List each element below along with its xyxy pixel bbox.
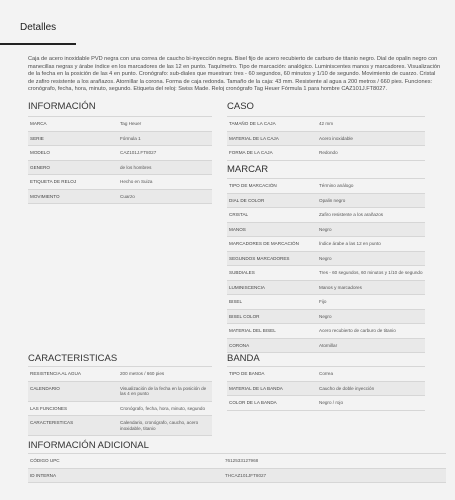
row-value: Acero recubierto de carburo de titanio bbox=[319, 328, 396, 333]
row-key: FORMA DE LA CAJA bbox=[229, 150, 273, 155]
row-value: Tres - 60 segundos, 60 minutos y 1/10 de segundo bbox=[319, 270, 423, 275]
row-key: SUBDIALES bbox=[229, 270, 255, 275]
row-key: LUMINISCENCIA bbox=[229, 284, 265, 290]
table-row bbox=[227, 295, 425, 310]
row-key: DIAL DE COLOR bbox=[229, 197, 265, 203]
row-value: Hecho en Suiza bbox=[120, 179, 153, 184]
row-key: TIPO DE MARCACIÓN bbox=[229, 183, 277, 188]
table-row bbox=[227, 310, 425, 325]
table-row bbox=[227, 132, 425, 147]
table-row bbox=[227, 382, 425, 397]
table-row bbox=[28, 190, 212, 205]
row-key: CÓDIGO UPC bbox=[30, 458, 60, 463]
row-key: MOVIMIENTO bbox=[30, 193, 60, 199]
product-description: Caja de acero inoxidable PVD negra con una correa de caucho bi-inyección negra. Bisel fijo de acero recubierto de carburo de titanio negro. Dial de opalin negro con manecillas negras y árabe índice en los marcadores de las 12 en punto. Taquímetro. Tipo de marcación: analógico. Luminiscentes manos y marcadores. Visualización de la fecha en la posición de las 4 en punto. Cronógrafo: sub-diales que muestran: tres - 60 segundos, 60 minutos y 1/10 de segundo. Movimiento de cuarzo. Cristal de zafiro resistente a los arañazos. Atornillar la corona. Forma de caja redonda. Tamaño de la caja: 43 mm. Resistente al agua a 200 metros / 660 pies. Funciones: cronógrafo, fecha, hora, minuto, segundo. Etiqueta del reloj: Swiss Made. Reloj cronógrafo Tag Heuer Fórmula 1 para hombre CAZ101J.FT8027. bbox=[28, 56, 441, 93]
table-row bbox=[227, 194, 425, 209]
table-row bbox=[28, 161, 212, 176]
row-value: Negro / rojo bbox=[319, 400, 344, 405]
table-row bbox=[28, 175, 212, 190]
table-row bbox=[28, 146, 212, 161]
row-value: Visualización de la fecha en la posición de las 4 en punto bbox=[120, 385, 207, 396]
table-row bbox=[227, 281, 425, 296]
row-value: Término análogo bbox=[319, 183, 354, 188]
row-key: MANOS bbox=[229, 226, 246, 232]
row-value: Índice árabe a las 12 en punto bbox=[319, 241, 381, 246]
row-value: Tag Heuer bbox=[120, 121, 142, 126]
section-title-banda: BANDA bbox=[227, 353, 260, 364]
row-key: MODELO bbox=[30, 150, 50, 155]
row-value: Negro bbox=[319, 313, 332, 319]
row-key: COLOR DE LA BANDA bbox=[229, 400, 277, 405]
section-title-caso: CASO bbox=[227, 101, 254, 112]
row-key: MARCA bbox=[30, 121, 47, 126]
table-row bbox=[227, 237, 425, 252]
table-row bbox=[227, 266, 425, 281]
row-key: MARCADORES DE MARCACIÓN bbox=[229, 241, 299, 246]
row-key: ID INTERNA bbox=[30, 472, 57, 478]
table-row bbox=[28, 402, 212, 417]
row-key: BISEL COLOR bbox=[229, 313, 260, 319]
row-value: Cronógrafo, fecha, hora, minuto, segundo bbox=[120, 405, 206, 411]
row-value: 42 mm bbox=[319, 121, 334, 126]
row-value: Negro bbox=[319, 226, 332, 232]
row-value: Manos y marcadores bbox=[319, 284, 362, 290]
table-row bbox=[227, 179, 425, 194]
table-row bbox=[28, 469, 446, 484]
row-key: MATERIAL DE LA BANDA bbox=[229, 385, 283, 391]
row-value: THCAZ101JFT8027 bbox=[225, 472, 267, 478]
table-informacion bbox=[28, 116, 212, 204]
section-title-caracteristicas: CARACTERISTICAS bbox=[28, 353, 118, 364]
row-value: Cuarzo bbox=[120, 193, 135, 199]
table-row bbox=[227, 146, 425, 161]
row-key: TIPO DE BANDA bbox=[229, 371, 265, 376]
row-key: MATERIAL DEL BISEL bbox=[229, 328, 276, 333]
table-row bbox=[28, 382, 212, 402]
row-value: Redondo bbox=[319, 150, 338, 155]
table-row bbox=[227, 223, 425, 238]
row-value: Opalin negro bbox=[319, 197, 346, 203]
row-key: CRISTAL bbox=[229, 212, 249, 217]
tab-bar bbox=[0, 0, 455, 46]
row-value: 200 metros / 660 pies bbox=[120, 371, 165, 376]
row-key: BISEL bbox=[229, 299, 243, 304]
table-row bbox=[227, 208, 425, 223]
table-banda bbox=[227, 366, 425, 411]
table-caracteristicas bbox=[28, 366, 212, 436]
table-row bbox=[28, 117, 212, 132]
row-value: de los hombres bbox=[120, 164, 152, 170]
table-marcar bbox=[227, 178, 425, 353]
row-key: CALENDARIO bbox=[30, 385, 60, 391]
row-key: LAS FUNCIONES bbox=[30, 405, 68, 411]
row-value: CAZ101J.FT8027 bbox=[120, 150, 157, 155]
row-value: Negro bbox=[319, 255, 332, 261]
table-row bbox=[28, 132, 212, 147]
section-title-informacion: INFORMACIÓN bbox=[28, 101, 96, 112]
table-row bbox=[28, 454, 446, 469]
section-title-informacion-adicional: INFORMACIÓN ADICIONAL bbox=[28, 440, 149, 451]
row-value: Calendario, cronógrafo, caucho, acero inoxidable, titanio bbox=[120, 420, 199, 431]
table-row bbox=[227, 117, 425, 132]
table-row bbox=[227, 367, 425, 382]
table-caso bbox=[227, 116, 425, 161]
table-row bbox=[28, 367, 212, 382]
table-row bbox=[227, 252, 425, 267]
row-key: SEGUNDOS MARCADORES bbox=[229, 255, 290, 261]
row-key: GENERO bbox=[30, 164, 50, 170]
row-key: ETIQUETA DE RELOJ bbox=[30, 179, 77, 184]
row-key: RESISTENCIA AL AGUA bbox=[30, 371, 81, 376]
table-row bbox=[28, 416, 212, 436]
row-key: CARACTERISTICAS bbox=[30, 420, 74, 425]
row-key: SERIE bbox=[30, 135, 44, 141]
row-value: Fórmula 1 bbox=[120, 135, 141, 141]
tab-detalles[interactable]: Detalles bbox=[20, 22, 57, 33]
row-value: Caucho de doble inyección bbox=[319, 385, 375, 391]
row-value: Fijo bbox=[319, 299, 327, 304]
table-informacion-adicional bbox=[28, 453, 446, 483]
row-value: Zafiro resistente a los arañazos bbox=[319, 212, 384, 217]
table-row bbox=[227, 339, 425, 354]
row-value: Atornillar bbox=[319, 342, 338, 348]
row-key: MATERIAL DE LA CAJA bbox=[229, 135, 279, 141]
row-value: Correa bbox=[319, 371, 334, 376]
table-row bbox=[227, 324, 425, 339]
row-value: Acero inoxidable bbox=[319, 135, 353, 141]
tab-underline bbox=[0, 43, 76, 45]
table-row bbox=[227, 396, 425, 411]
section-title-marcar: MARCAR bbox=[227, 164, 269, 175]
row-key: TAMAÑO DE LA CAJA bbox=[229, 121, 276, 126]
row-value: 7612533127968 bbox=[225, 458, 259, 463]
row-key: CORONA bbox=[229, 342, 250, 348]
